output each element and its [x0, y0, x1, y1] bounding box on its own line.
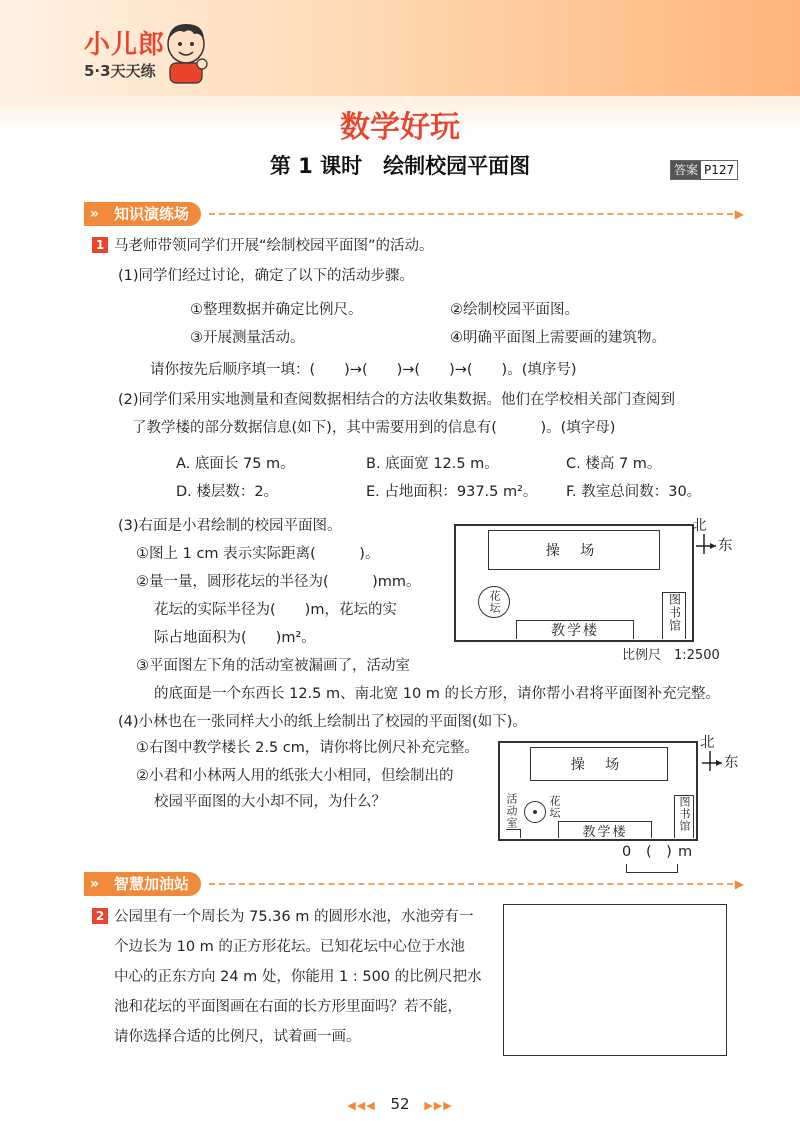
double-arrow-icon: » — [90, 876, 100, 892]
map2-flowerbed-label: 花坛 — [548, 795, 561, 819]
question-1-intro — [92, 236, 434, 256]
q2-drawing-area[interactable] — [503, 904, 727, 1056]
section-chip — [84, 202, 201, 226]
q1-part4-b2: 校园平面图的大小却不同，为什么？ — [154, 794, 386, 810]
q1-part1-stem: (1)同学们经过讨论，确定了以下的活动步骤。 — [118, 268, 415, 284]
q1-step-2: ②绘制校园平面图。 — [450, 302, 579, 318]
section-header-practice — [84, 202, 744, 226]
campus-map-xiaolin — [498, 741, 698, 841]
right-arrows-icon: ▶▶▶ — [424, 1099, 453, 1112]
map1-teaching-building: 教学楼 — [516, 620, 634, 639]
flowerbed-center-dot — [533, 810, 537, 814]
divider-arrow-icon: ▶ — [734, 877, 744, 891]
map1-compass — [692, 516, 736, 562]
section-label: 智慧加油站 — [114, 875, 190, 893]
scale-unit: m — [678, 844, 693, 860]
q2-line-3: 中心的正东方向 24 m 处，你能用 1 : 500 的比例尺把水 — [114, 969, 482, 985]
compass-arrow-icon — [696, 534, 718, 556]
scale-blank[interactable]: ( ) — [646, 844, 672, 860]
left-arrows-icon: ◀◀◀ — [347, 1099, 376, 1112]
map1-flowerbed-label: 花坛 — [488, 590, 501, 614]
q1-part3-b2[interactable]: 花坛的实际半径为( )m，花坛的实 — [154, 602, 397, 618]
map2-activity-room-outline — [506, 829, 521, 838]
divider-arrow-icon: ▶ — [734, 207, 744, 221]
q1-step-4: ④明确平面图上需要画的建筑物。 — [450, 330, 666, 346]
q1-option-c: C. 楼高 7 m。 — [566, 456, 662, 472]
q1-part1-fill[interactable]: 请你按先后顺序填一填：( )→( )→( )→( )。(填序号) — [150, 362, 577, 378]
map1-scale: 比例尺 1:2500 — [622, 648, 720, 663]
q1-part3-b1[interactable]: ②量一量，圆形花坛的半径为( )mm。 — [136, 574, 421, 590]
q1-part3-c1: ③平面图左下角的活动室被漏画了，活动室 — [136, 658, 410, 674]
map2-library — [674, 795, 694, 838]
section-header-boost — [84, 872, 744, 896]
section-label: 知识演练场 — [114, 205, 190, 223]
unit-title: 数学好玩 — [340, 110, 460, 145]
scale-zero: 0 — [622, 844, 632, 860]
answer-tag-page: P127 — [701, 161, 737, 179]
mascot-boy-icon — [160, 20, 212, 86]
section-chip — [84, 872, 201, 896]
double-arrow-icon: » — [90, 206, 100, 222]
q2-line-2: 个边长为 10 m 的正方形花坛。已知花坛中心位于水池 — [114, 939, 465, 955]
answer-tag-label: 答案 — [671, 161, 701, 179]
q2-line-4: 池和花坛的平面图画在右面的长方形里面吗？若不能， — [114, 999, 462, 1015]
map2-north-label: 北 — [700, 735, 715, 751]
map1-flowerbed — [478, 586, 510, 618]
q1-option-f: F. 教室总间数：30。 — [566, 484, 702, 500]
map2-library-label: 图书馆 — [678, 796, 691, 832]
brand-logo-text: 小儿郎 — [84, 30, 166, 60]
q1-option-e: E. 占地面积：937.5 m²。 — [366, 484, 538, 500]
question-number-badge: 2 — [92, 908, 108, 924]
lesson-title: 第 1 课时 绘制校园平面图 — [269, 154, 531, 178]
q2-line-1-text: 公园里有一个周长为 75.36 m 的圆形水池，水池旁有一 — [114, 909, 474, 925]
q1-part4-stem: (4)小林也在一张同样大小的纸上绘制出了校园的平面图(如下)。 — [118, 714, 527, 730]
compass-arrow-icon — [702, 751, 724, 773]
q1-part3-stem: (3)右面是小君绘制的校园平面图。 — [118, 518, 342, 534]
question-number-badge: 1 — [92, 237, 108, 253]
map1-north-label: 北 — [692, 518, 707, 534]
q1-part3-a[interactable]: ①图上 1 cm 表示实际距离( )。 — [136, 546, 380, 562]
map1-playground: 操 场 — [488, 530, 660, 570]
q1-part2-stem-1: (2)同学们采用实地测量和查阅数据相结合的方法收集数据。他们在学校相关部门查阅到 — [118, 392, 676, 408]
q1-part3-c2: 的底面是一个东西长 12.5 m、南北宽 10 m 的长方形，请你帮小君将平面图补充完整。 — [154, 686, 721, 702]
page-footer — [0, 1095, 800, 1113]
map2-compass — [700, 733, 744, 779]
map2-playground: 操 场 — [530, 747, 668, 781]
q1-part4-b1: ②小君和小林两人用的纸张大小相同，但绘制出的 — [136, 768, 454, 784]
brand-subtitle: 5·3天天练 — [84, 62, 156, 80]
map2-teaching-building: 教学楼 — [558, 821, 652, 838]
map2-east-label: 东 — [724, 755, 739, 771]
map1-library — [662, 592, 686, 639]
map1-east-label: 东 — [718, 538, 733, 554]
q1-option-a: A. 底面长 75 m。 — [176, 456, 295, 472]
q1-step-1: ①整理数据并确定比例尺。 — [190, 302, 363, 318]
page-number: 52 — [390, 1095, 410, 1113]
q1-option-d: D. 楼层数：2。 — [176, 484, 279, 500]
question-text: 马老师带领同学们开展“绘制校园平面图”的活动。 — [114, 238, 434, 254]
campus-map-xiaojun[interactable] — [454, 524, 694, 642]
q1-option-b: B. 底面宽 12.5 m。 — [366, 456, 499, 472]
map1-library-label: 图书馆 — [667, 593, 682, 632]
map2-activity-room-label: 活动室 — [505, 793, 518, 829]
q1-part2-stem-2[interactable]: 了教学楼的部分数据信息(如下)，其中需要用到的信息有( )。(填字母) — [132, 420, 616, 436]
question-2 — [92, 902, 502, 1052]
q1-part4-a: ①右图中教学楼长 2.5 cm，请你将比例尺补充完整。 — [136, 740, 479, 756]
dashed-divider — [209, 213, 733, 215]
map2-flowerbed — [524, 801, 546, 823]
dashed-divider — [209, 883, 733, 885]
q1-part3-b3[interactable]: 际占地面积为( )m²。 — [154, 630, 316, 646]
q1-step-3: ③开展测量活动。 — [190, 330, 305, 346]
q2-line-1 — [92, 902, 502, 932]
q2-line-5: 请你选择合适的比例尺，试着画一画。 — [114, 1029, 361, 1045]
answer-reference-tag — [670, 160, 738, 180]
